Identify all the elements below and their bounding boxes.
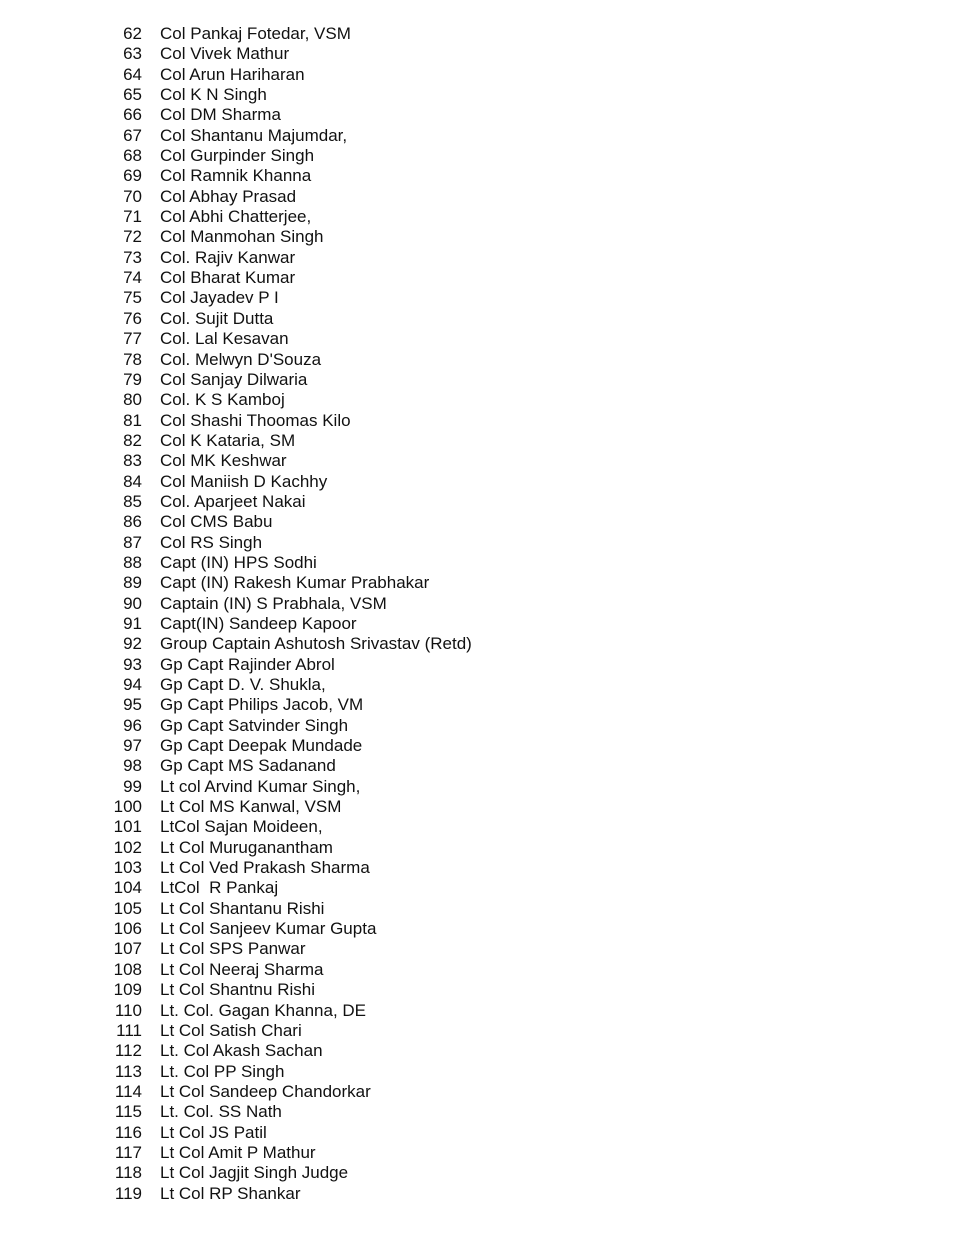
officer-name: Lt Col Muruganantham [160,837,333,857]
officer-name: Col Shantanu Majumdar, [160,125,348,145]
list-item [0,44,600,64]
list-item [0,675,600,695]
serial-number: 77 [123,329,142,349]
serial-number: 69 [123,166,142,186]
list-item [0,1062,600,1082]
list-item [0,756,600,776]
officer-name: Gp Capt MS Sadanand [160,756,336,776]
serial-number: 63 [123,44,142,64]
officer-name: Col Maniish D Kachhy [160,471,328,491]
officer-name: Col Pankaj Fotedar, VSM [160,24,351,43]
list-item [0,533,600,553]
serial-number: 106 [113,919,142,939]
officer-name: Lt. Col. Gagan Khanna, DE [160,1000,367,1020]
officer-name: LtCol Sajan Moideen, [160,817,323,837]
serial-number: 88 [123,552,142,572]
list-item [0,858,600,878]
officer-name: Lt Col Amit P Mathur [160,1142,316,1162]
officer-name: Col Ramnik Khanna [160,166,312,186]
officer-name: Lt Col Shantanu Rishi [160,898,325,918]
serial-number: 115 [114,1102,142,1122]
serial-number: 83 [123,451,142,471]
list-item [0,1041,600,1061]
officer-name: Col DM Sharma [160,105,281,125]
officer-name: Col. Rajiv Kanwar [160,247,296,267]
officer-name: Gp Capt Satvinder Singh [160,715,349,735]
officer-name: Lt Col Satish Chari [160,1020,302,1040]
list-item [0,594,600,614]
serial-number: 71 [123,207,142,227]
list-item [0,411,600,431]
officer-name: Lt Col Sandeep Chandorkar [160,1081,371,1101]
list-item [0,24,600,44]
officer-name: Col Gurpinder Singh [160,146,315,166]
list-item [0,248,600,268]
list-item [0,980,600,1000]
list-item [0,1021,600,1041]
list-item [0,1102,600,1122]
serial-number: 79 [123,369,142,389]
list-item [0,1123,600,1143]
serial-number: 101 [113,817,142,837]
list-item [0,1163,600,1183]
list-item [0,105,600,125]
serial-number: 65 [123,85,142,105]
serial-number: 107 [113,939,142,959]
list-item [0,614,600,634]
list-item [0,878,600,898]
officer-name: Col Arun Hariharan [160,64,305,84]
serial-number: 78 [123,349,142,369]
serial-number: 114 [114,1081,142,1101]
officer-name: Col. Aparjeet Nakai [160,491,306,511]
list-item [0,960,600,980]
serial-number: 74 [123,268,142,288]
serial-number: 94 [123,675,142,694]
officer-name: Col. Lal Kesavan [160,329,289,349]
officer-name: Capt (IN) HPS Sodhi [160,552,317,572]
serial-number: 67 [123,125,142,145]
list-item [0,817,600,837]
officer-name: Gp Capt Philips Jacob, VM [160,695,364,715]
officer-name: Lt Col RP Shankar [160,1183,301,1203]
list-item [0,146,600,166]
officer-name: Lt Col Jagjit Singh Judge [160,1163,349,1183]
serial-number: 98 [123,756,142,776]
officer-name: Capt(IN) Sandeep Kapoor [160,613,357,633]
serial-number: 72 [123,227,142,247]
list-item [0,492,600,512]
serial-number: 93 [123,654,142,674]
officer-name: Col Vivek Mathur [160,44,290,64]
list-item [0,655,600,675]
serial-number: 90 [123,593,142,613]
serial-number: 64 [123,64,142,84]
serial-number: 91 [123,613,142,633]
officer-name: Col Manmohan Singh [160,227,324,247]
list-item [0,1184,600,1204]
officer-name: Col CMS Babu [160,512,273,532]
officer-name: Lt. Col PP Singh [160,1061,285,1081]
officer-name: Col. Melwyn D'Souza [160,349,322,369]
officer-name: Lt Col Ved Prakash Sharma [160,858,370,878]
serial-number: 80 [123,390,142,410]
officer-name: Group Captain Ashutosh Srivastav (Retd) [160,634,472,654]
list-item [0,1143,600,1163]
serial-number: 119 [114,1183,142,1203]
officer-name: Capt (IN) Rakesh Kumar Prabhakar [160,573,430,593]
list-item [0,207,600,227]
serial-number: 118 [114,1163,142,1183]
officer-name: Col Abhay Prasad [160,186,297,206]
officer-name: Col K Kataria, SM [160,430,296,450]
list-item [0,451,600,471]
list-item [0,268,600,288]
officer-name: Gp Capt Deepak Mundade [160,736,363,756]
serial-number: 111 [116,1020,142,1040]
list-item [0,431,600,451]
list-item [0,288,600,308]
list-item [0,797,600,817]
serial-number: 113 [114,1061,142,1081]
list-item [0,695,600,715]
list-item [0,390,600,410]
serial-number: 96 [123,715,142,735]
list-item [0,227,600,247]
serial-number: 97 [123,736,142,756]
officer-name: Lt Col Shantnu Rishi [160,980,315,1000]
officer-name: Lt Col Neeraj Sharma [160,959,324,979]
list-item [0,126,600,146]
officer-name: Lt. Col. SS Nath [160,1102,282,1122]
serial-number: 76 [123,308,142,328]
serial-number: 85 [123,491,142,511]
serial-number: 86 [123,512,142,532]
list-item [0,329,600,349]
list-item [0,512,600,532]
serial-number: 108 [113,959,142,979]
list-item [0,187,600,207]
officer-name: Gp Capt D. V. Shukla, [160,675,326,694]
serial-number: 117 [114,1142,142,1162]
officer-name: Col K N Singh [160,85,267,105]
list-item [0,350,600,370]
serial-number: 92 [123,634,142,654]
officer-name: Col Bharat Kumar [160,268,296,288]
officer-name: Captain (IN) S Prabhala, VSM [160,593,387,613]
serial-number: 95 [123,695,142,715]
list-item [0,370,600,390]
officer-name: Lt Col Sanjeev Kumar Gupta [160,919,377,939]
officer-name: Col RS Singh [160,532,263,552]
serial-number: 100 [113,797,142,817]
officer-name: Col Abhi Chatterjee, [160,207,312,227]
serial-number: 105 [113,898,142,918]
veterans-list [0,24,600,1204]
serial-number: 62 [123,24,142,43]
serial-number: 66 [123,105,142,125]
list-item [0,166,600,186]
officer-name: Col Sanjay Dilwaria [160,369,308,389]
list-item [0,736,600,756]
officer-name: Col. K S Kamboj [160,390,285,410]
list-item [0,573,600,593]
serial-number: 116 [114,1122,142,1142]
serial-number: 104 [113,878,142,898]
list-item [0,65,600,85]
officer-name: LtCol R Pankaj [160,878,279,898]
officer-name: Gp Capt Rajinder Abrol [160,654,335,674]
officer-name: Col MK Keshwar [160,451,287,471]
serial-number: 81 [123,410,142,430]
serial-number: 89 [123,573,142,593]
officer-name: Col Jayadev P I [160,288,279,308]
serial-number: 82 [123,430,142,450]
serial-number: 73 [123,247,142,267]
list-item [0,309,600,329]
list-item [0,899,600,919]
list-item [0,919,600,939]
list-item [0,85,600,105]
serial-number: 102 [113,837,142,857]
serial-number: 109 [113,980,142,1000]
officer-name: Lt Col JS Patil [160,1122,267,1142]
serial-number: 75 [123,288,142,308]
serial-number: 99 [123,776,142,796]
list-item [0,634,600,654]
serial-number: 68 [123,146,142,166]
list-item [0,1001,600,1021]
list-item [0,777,600,797]
serial-number: 70 [123,186,142,206]
list-item [0,1082,600,1102]
officer-name: Col Shashi Thoomas Kilo [160,410,351,430]
serial-number: 84 [123,471,142,491]
officer-name: Lt Col SPS Panwar [160,939,306,959]
serial-number: 87 [123,532,142,552]
officer-name: Lt col Arvind Kumar Singh, [160,776,361,796]
list-item [0,553,600,573]
serial-number: 110 [114,1000,142,1020]
serial-number: 112 [114,1041,142,1061]
list-item [0,838,600,858]
serial-number: 103 [113,858,142,878]
list-item [0,472,600,492]
officer-name: Lt Col MS Kanwal, VSM [160,797,342,817]
list-item [0,939,600,959]
list-item [0,716,600,736]
officer-name: Lt. Col Akash Sachan [160,1041,323,1061]
officer-name: Col. Sujit Dutta [160,308,274,328]
